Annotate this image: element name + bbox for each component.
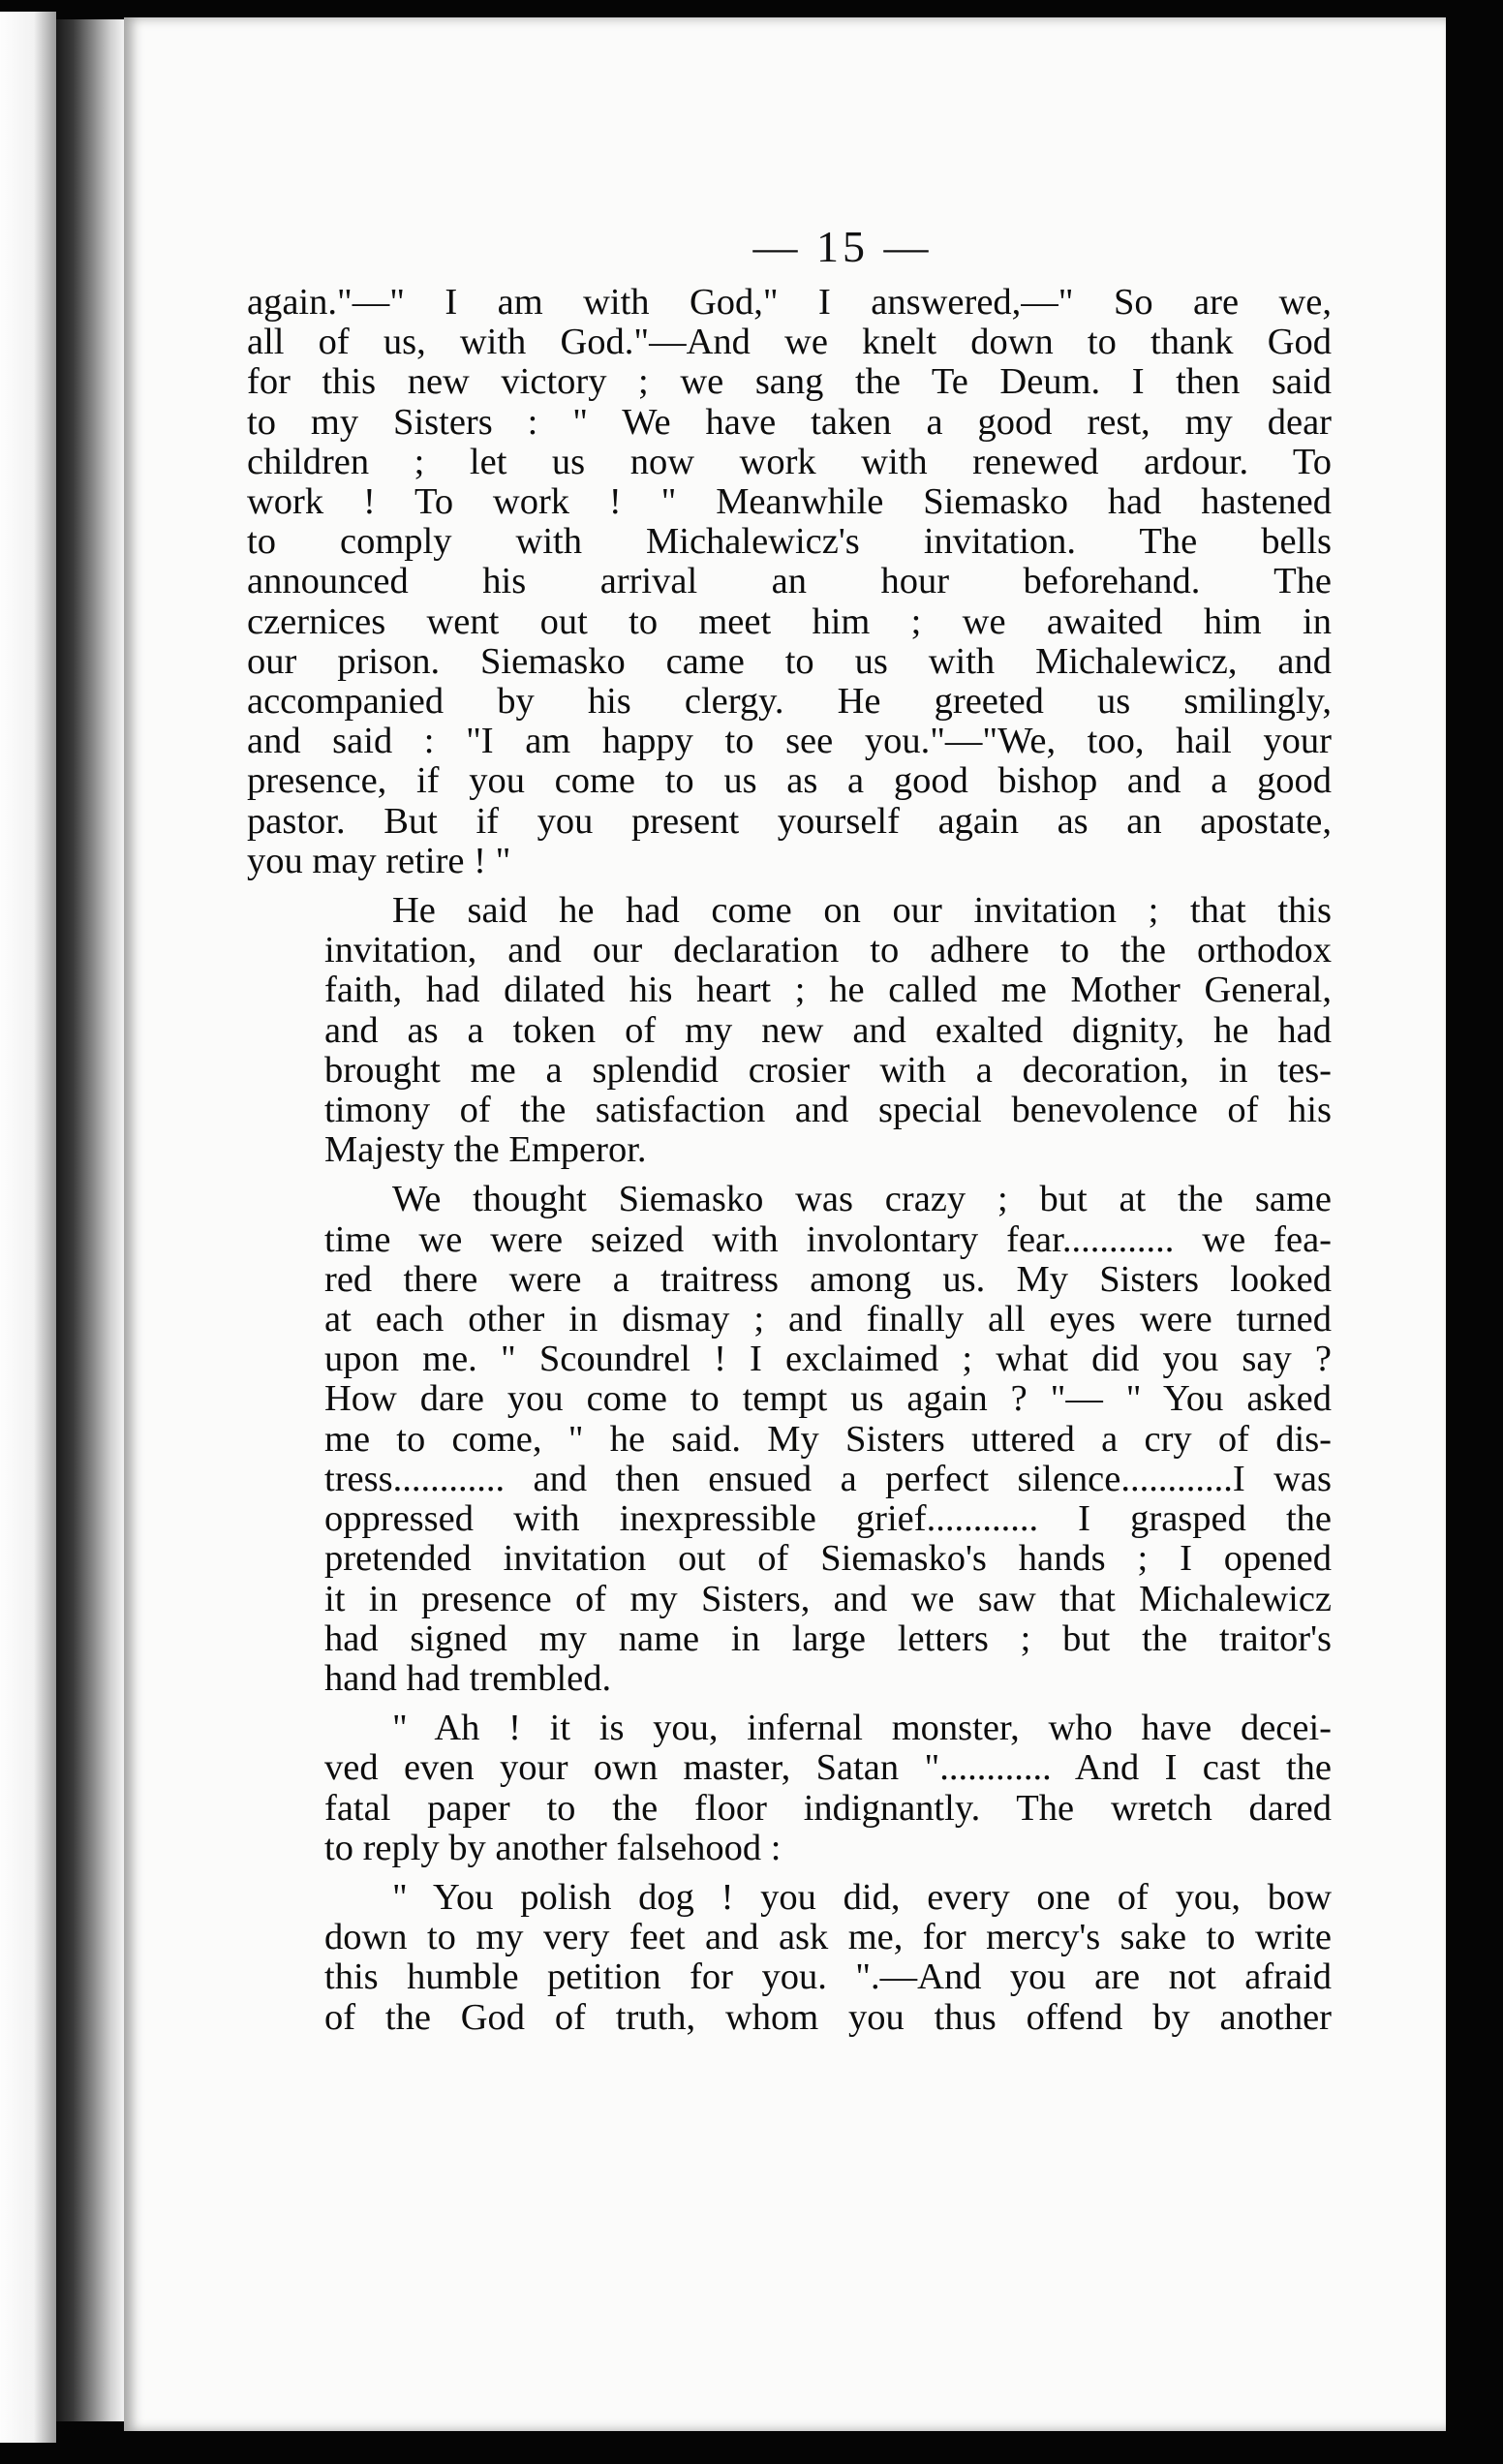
text-line: timony of the satisfaction and special benevolence of his — [324, 1090, 1332, 1131]
text-line: fatal paper to the floor indignantly. The wretch dared — [324, 1787, 1332, 1829]
text-line: Majesty the Emperor. — [324, 1129, 647, 1171]
paragraph — [247, 1180, 1332, 1699]
text-line: for this new victory ; we sang the Te Deum. I then said — [247, 361, 1332, 403]
text-line: pretended invitation out of Siemasko's hands ; I opened — [324, 1538, 1332, 1580]
text-line: you may retire ! " — [247, 840, 511, 881]
text-line: this humble petition for you. ".—And you are not afraid — [324, 1956, 1332, 1998]
book-binding-edge — [56, 19, 124, 2421]
text-line: down to my very feet and ask me, for mercy's sake to write — [324, 1917, 1332, 1958]
text-line: and as a token of my new and exalted dignity, he had — [324, 1009, 1332, 1051]
text-line: all of us, with God."—And we knelt down to thank God — [247, 322, 1332, 363]
text-line: invitation, and our declaration to adhere to the orthodox — [324, 930, 1332, 971]
text-line: at each other in dismay ; and finally all eyes were turned — [324, 1299, 1332, 1340]
text-line: work ! To work ! " Meanwhile Siemasko had hastened — [247, 481, 1332, 523]
body-text — [247, 283, 1332, 2038]
text-line: to reply by another falsehood : — [324, 1827, 782, 1868]
text-line: czernices went out to meet him ; we awaited him in — [247, 601, 1332, 642]
text-line: How dare you come to tempt us again ? "— " You asked — [324, 1378, 1332, 1420]
paragraph — [247, 1709, 1332, 1868]
text-line: me to come, " he said. My Sisters uttered a cry of dis- — [324, 1418, 1332, 1460]
text-line: it in presence of my Sisters, and we saw that Michalewicz — [324, 1578, 1332, 1619]
text-line: pastor. But if you present yourself again as an apostate, — [247, 800, 1332, 842]
text-line: had signed my name in large letters ; but the traitor's — [324, 1617, 1332, 1659]
text-line: " You polish dog ! you did, every one of you, bow — [392, 1876, 1332, 1918]
text-line: time we were seized with involontary fear............ we fea- — [324, 1218, 1332, 1260]
text-line: upon me. " Scoundrel ! I exclaimed ; what did you say ? — [324, 1339, 1332, 1380]
text-line: faith, had dilated his heart ; he called me Mother General, — [324, 970, 1332, 1011]
text-line: to my Sisters : " We have taken a good rest, my dear — [247, 401, 1332, 443]
text-line: to comply with Michalewicz's invitation. The bells — [247, 521, 1332, 563]
facing-page-edge — [0, 12, 56, 2443]
paragraph — [247, 891, 1332, 1170]
text-line: brought me a splendid crosier with a decoration, in tes- — [324, 1049, 1332, 1091]
paragraph — [247, 1878, 1332, 2038]
text-line: again."—" I am with God," I answered,—" So are we, — [247, 282, 1332, 323]
text-line: and said : "I am happy to see you."—"We, too, hail your — [247, 721, 1332, 762]
text-line: tress............ and then ensued a perfect silence............I was — [324, 1458, 1332, 1499]
text-line: oppressed with inexpressible grief............ I grasped the — [324, 1498, 1332, 1540]
text-line: He said he had come on our invitation ; that this — [392, 890, 1332, 932]
text-line: red there were a traitress among us. My Sisters looked — [324, 1258, 1332, 1300]
text-line: hand had trembled. — [324, 1657, 612, 1699]
text-line: presence, if you come to us as a good bishop and a good — [247, 760, 1332, 802]
paragraph — [247, 283, 1332, 881]
page-number: — 15 — — [752, 222, 933, 271]
text-line: announced his arrival an hour beforehand. The — [247, 561, 1332, 602]
text-line: ved even your own master, Satan "............ And I cast the — [324, 1747, 1332, 1789]
text-line: our prison. Siemasko came to us with Michalewicz, and — [247, 640, 1332, 682]
text-line: accompanied by his clergy. He greeted us smilingly, — [247, 681, 1332, 723]
text-line: children ; let us now work with renewed ardour. To — [247, 441, 1332, 482]
text-line: " Ah ! it is you, infernal monster, who have decei- — [392, 1708, 1332, 1749]
text-line: We thought Siemasko was crazy ; but at the same — [392, 1179, 1332, 1220]
text-line: of the God of truth, whom you thus offend by another — [324, 1996, 1332, 2038]
